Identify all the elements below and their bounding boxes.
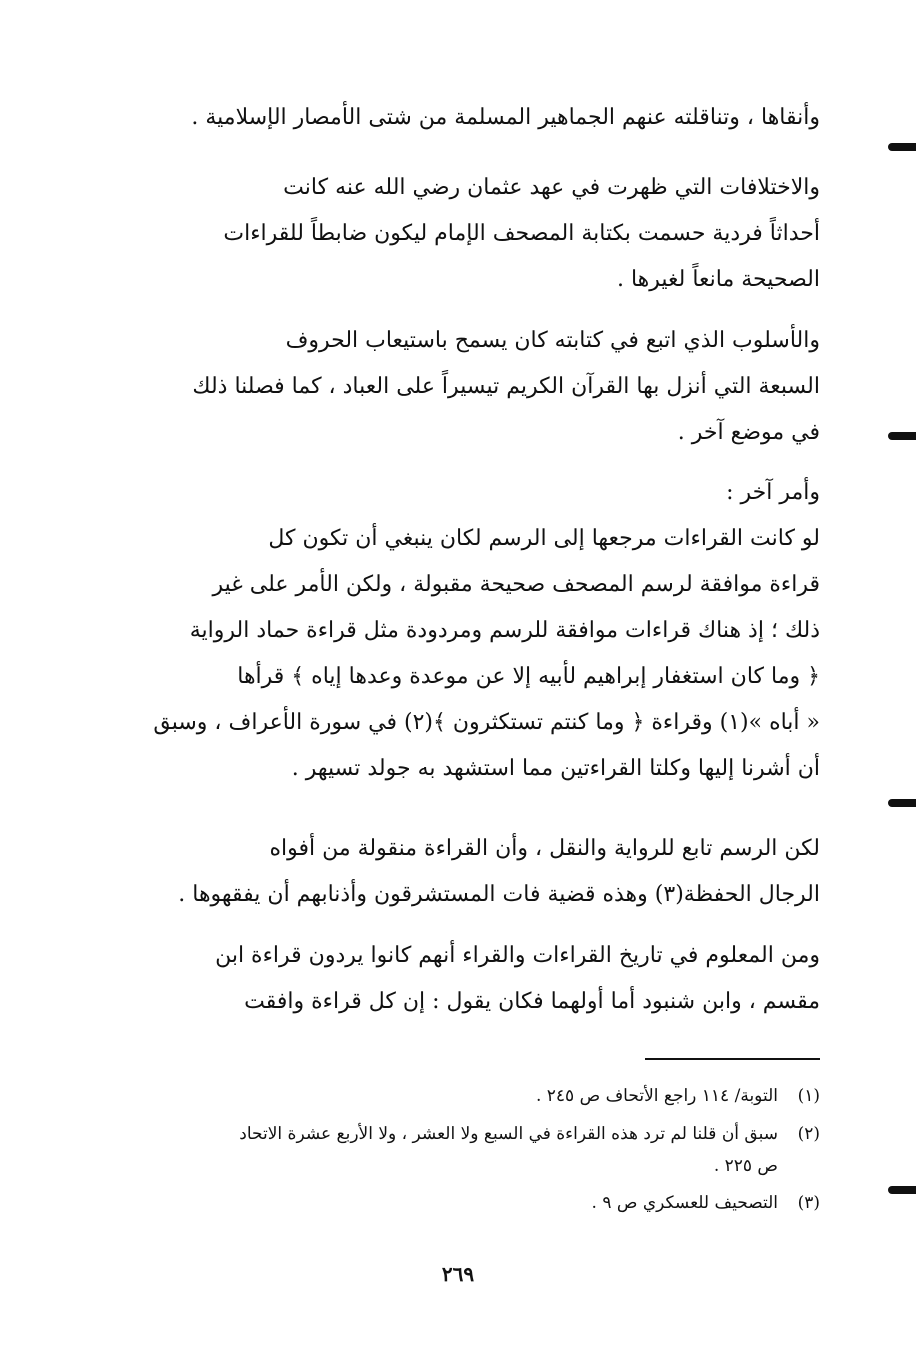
text-line: أن أشرنا إليها وكلتا القراءتين مما استشهد به جولد تسيهر . (291, 756, 820, 781)
text-line: مقسم ، وابن شنبود أما أولهما فكان يقول : إن كل قراءة وافقت (244, 989, 820, 1014)
text-line: « أباه »(١) وقراءة ﴿ وما كنتم تستكثرون ﴾(٢) في سورة الأعراف ، وسبق (153, 710, 820, 735)
paragraph-3 (132, 318, 820, 456)
margin-mark (888, 799, 916, 807)
text-line: لو كانت القراءات مرجعها إلى الرسم لكان ينبغي أن تكون كل (268, 526, 820, 551)
text-line: في موضع آخر . (677, 420, 820, 445)
text-line: الصحيحة مانعاً لغيرها . (616, 267, 820, 292)
paragraph-2 (132, 165, 820, 303)
text-line: وأنقاها ، وتناقلته عنهم الجماهير المسلمة من شتى الأمصار الإسلامية . (191, 105, 820, 130)
paragraph-1 (132, 95, 820, 141)
paragraph-5 (132, 826, 820, 918)
text-line: ذلك ؛ إذ هناك قراءات موافقة للرسم ومردودة مثل قراءة حماد الرواية (189, 618, 820, 643)
text-line: ﴿ وما كان استغفار إبراهيم لأبيه إلا عن موعدة وعدها إياه ﴾ قرأها (237, 664, 820, 689)
footnote-text: التصحيف للعسكري ص ٩ . (591, 1193, 778, 1213)
footnote-separator (645, 1058, 820, 1060)
paragraph-6 (132, 933, 820, 1025)
text-line: قراءة موافقة لرسم المصحف صحيحة مقبولة ، ولكن الأمر على غير (212, 572, 820, 597)
paragraph-4 (132, 470, 820, 792)
footnote-3 (132, 1190, 820, 1216)
text-line: وأمر آخر : (726, 480, 820, 505)
text-line: لكن الرسم تابع للرواية والنقل ، وأن القراءة منقولة من أفواه (269, 836, 820, 861)
page-number: ٢٦٩ (441, 1262, 475, 1286)
text-line: ومن المعلوم في تاريخ القراءات والقراء أنهم كانوا يردون قراءة ابن (215, 943, 820, 968)
margin-mark (888, 143, 916, 151)
footnote-number: (٣) (797, 1193, 820, 1213)
footnote-text: التوبة/ ١١٤ راجع الأتحاف ص ٢٤٥ . (535, 1086, 778, 1106)
text-line: والأسلوب الذي اتبع في كتابته كان يسمح باستيعاب الحروف (285, 328, 820, 353)
text-line: الرجال الحفظة(٣) وهذه قضية فات المستشرقون وأذنابهم أن يفقهوها . (178, 882, 820, 907)
footnote-text: ص ٢٢٥ . (713, 1156, 778, 1176)
text-line: أحداثاً فردية حسمت بكتابة المصحف الإمام ليكون ضابطاً للقراءات (223, 221, 820, 246)
text-line: والاختلافات التي ظهرت في عهد عثمان رضي الله عنه كانت (283, 175, 820, 200)
text-line: السبعة التي أنزل بها القرآن الكريم تيسيراً على العباد ، كما فصلنا ذلك (192, 374, 820, 399)
footnote-2 (132, 1121, 820, 1179)
margin-mark (888, 432, 916, 440)
footnote-text: سبق أن قلنا لم ترد هذه القراءة في السبع ولا العشر ، ولا الأربع عشرة الاتحاد (239, 1124, 778, 1144)
margin-mark (888, 1186, 916, 1194)
footnote-1 (132, 1083, 820, 1109)
footnote-number: (١) (797, 1086, 820, 1106)
footnote-number: (٢) (797, 1124, 820, 1144)
